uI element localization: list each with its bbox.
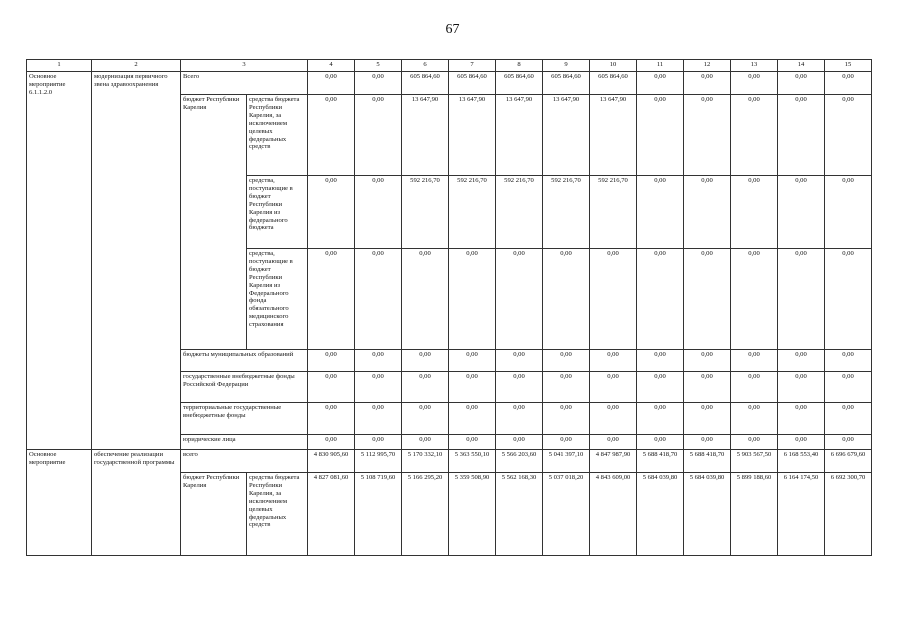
value-cell-col6: 0,00	[402, 372, 449, 403]
column-header-5: 5	[355, 60, 402, 72]
value-cell-col15: 0,00	[825, 249, 872, 350]
group2-total-label: всего	[181, 450, 308, 473]
value-cell-col10: 13 647,90	[590, 95, 637, 176]
value-cell-col9: 0,00	[543, 435, 590, 450]
value-cell-col5: 0,00	[355, 435, 402, 450]
value-cell-col5: 0,00	[355, 350, 402, 372]
value-cell-col12: 0,00	[684, 95, 731, 176]
value-cell-col13: 0,00	[731, 72, 778, 95]
value-cell-col7: 5 363 550,10	[449, 450, 496, 473]
group1-other-label: территориальные государственные внебюджетные фонды	[181, 403, 308, 435]
value-cell-col9: 0,00	[543, 350, 590, 372]
value-cell-col7: 0,00	[449, 350, 496, 372]
value-cell-col9: 13 647,90	[543, 95, 590, 176]
group1-other-label: государственные внебюджетные фонды Российской Федерации	[181, 372, 308, 403]
group1-total-row	[27, 72, 872, 95]
column-header-7: 7	[449, 60, 496, 72]
value-cell-col4: 0,00	[308, 95, 355, 176]
value-cell-col4: 0,00	[308, 176, 355, 249]
value-cell-col8: 0,00	[496, 435, 543, 450]
value-cell-col10: 605 864,60	[590, 72, 637, 95]
value-cell-col13: 0,00	[731, 372, 778, 403]
value-cell-col15: 0,00	[825, 72, 872, 95]
value-cell-col4: 0,00	[308, 72, 355, 95]
value-cell-col13: 5 903 567,50	[731, 450, 778, 473]
value-cell-col5: 0,00	[355, 249, 402, 350]
value-cell-col7: 605 864,60	[449, 72, 496, 95]
value-cell-col14: 0,00	[778, 403, 825, 435]
value-cell-col4: 0,00	[308, 403, 355, 435]
group1-source-label: средства бюджета Республики Карелия, за исключением целевых федеральных средств	[247, 95, 308, 176]
value-cell-col6: 605 864,60	[402, 72, 449, 95]
value-cell-col12: 0,00	[684, 435, 731, 450]
column-header-4: 4	[308, 60, 355, 72]
value-cell-col14: 0,00	[778, 372, 825, 403]
value-cell-col15: 6 692 300,70	[825, 473, 872, 556]
column-header-1: 1	[27, 60, 92, 72]
value-cell-col6: 0,00	[402, 435, 449, 450]
value-cell-col14: 0,00	[778, 435, 825, 450]
value-cell-col12: 0,00	[684, 176, 731, 249]
value-cell-col9: 0,00	[543, 372, 590, 403]
group1-other-label: юридические лица	[181, 435, 308, 450]
group1-code: Основное мероприятие 6.1.1.2.0	[27, 72, 92, 450]
group1-budget-label: бюджет Республики Карелия	[181, 95, 247, 350]
value-cell-col9: 0,00	[543, 249, 590, 350]
value-cell-col15: 0,00	[825, 403, 872, 435]
value-cell-col11: 0,00	[637, 372, 684, 403]
value-cell-col10: 592 216,70	[590, 176, 637, 249]
value-cell-col6: 0,00	[402, 350, 449, 372]
value-cell-col4: 0,00	[308, 249, 355, 350]
value-cell-col7: 13 647,90	[449, 95, 496, 176]
value-cell-col14: 0,00	[778, 95, 825, 176]
group1-source-label: средства, поступающие в бюджет Республики Карелия из федерального бюджета	[247, 176, 308, 249]
value-cell-col13: 0,00	[731, 435, 778, 450]
value-cell-col9: 605 864,60	[543, 72, 590, 95]
value-cell-col11: 5 688 418,70	[637, 450, 684, 473]
value-cell-col7: 0,00	[449, 249, 496, 350]
value-cell-col11: 5 684 039,80	[637, 473, 684, 556]
value-cell-col13: 0,00	[731, 176, 778, 249]
value-cell-col9: 5 037 018,20	[543, 473, 590, 556]
group1-name: модернизация первичного звена здравоохранения	[92, 72, 181, 450]
group2-code: Основное мероприятие	[27, 450, 92, 556]
value-cell-col4: 4 827 081,60	[308, 473, 355, 556]
value-cell-col5: 0,00	[355, 72, 402, 95]
value-cell-col7: 0,00	[449, 372, 496, 403]
group1-other-label: бюджеты муниципальных образований	[181, 350, 308, 372]
value-cell-col9: 592 216,70	[543, 176, 590, 249]
value-cell-col14: 0,00	[778, 176, 825, 249]
value-cell-col13: 0,00	[731, 95, 778, 176]
value-cell-col6: 5 170 332,10	[402, 450, 449, 473]
value-cell-col10: 4 843 609,00	[590, 473, 637, 556]
value-cell-col7: 0,00	[449, 435, 496, 450]
value-cell-col14: 6 168 553,40	[778, 450, 825, 473]
column-header-9: 9	[543, 60, 590, 72]
value-cell-col8: 5 566 203,60	[496, 450, 543, 473]
value-cell-col13: 0,00	[731, 249, 778, 350]
value-cell-col7: 0,00	[449, 403, 496, 435]
column-header-13: 13	[731, 60, 778, 72]
value-cell-col12: 0,00	[684, 72, 731, 95]
value-cell-col12: 0,00	[684, 372, 731, 403]
value-cell-col8: 0,00	[496, 403, 543, 435]
value-cell-col10: 0,00	[590, 372, 637, 403]
value-cell-col14: 0,00	[778, 249, 825, 350]
value-cell-col6: 5 166 295,20	[402, 473, 449, 556]
value-cell-col13: 0,00	[731, 403, 778, 435]
value-cell-col15: 0,00	[825, 176, 872, 249]
value-cell-col11: 0,00	[637, 72, 684, 95]
value-cell-col15: 0,00	[825, 95, 872, 176]
group1-total-label: Всего	[181, 72, 308, 95]
column-header-3: 3	[181, 60, 308, 72]
column-header-15: 15	[825, 60, 872, 72]
value-cell-col13: 0,00	[731, 350, 778, 372]
value-cell-col10: 0,00	[590, 403, 637, 435]
value-cell-col15: 6 696 679,60	[825, 450, 872, 473]
value-cell-col12: 5 684 039,80	[684, 473, 731, 556]
value-cell-col8: 605 864,60	[496, 72, 543, 95]
column-header-6: 6	[402, 60, 449, 72]
value-cell-col10: 0,00	[590, 249, 637, 350]
value-cell-col5: 0,00	[355, 176, 402, 249]
budget-table	[26, 59, 872, 556]
header-row	[27, 60, 872, 72]
value-cell-col15: 0,00	[825, 372, 872, 403]
value-cell-col8: 0,00	[496, 372, 543, 403]
value-cell-col7: 5 359 508,90	[449, 473, 496, 556]
group2-total-row	[27, 450, 872, 473]
value-cell-col6: 0,00	[402, 403, 449, 435]
value-cell-col5: 0,00	[355, 95, 402, 176]
value-cell-col10: 4 847 987,90	[590, 450, 637, 473]
value-cell-col5: 5 112 995,70	[355, 450, 402, 473]
value-cell-col11: 0,00	[637, 435, 684, 450]
value-cell-col11: 0,00	[637, 249, 684, 350]
value-cell-col5: 5 108 719,60	[355, 473, 402, 556]
value-cell-col5: 0,00	[355, 372, 402, 403]
group1-source-label: средства, поступающие в бюджет Республики Карелия из Федерального фонда обязательного медицинского страхования	[247, 249, 308, 350]
value-cell-col4: 0,00	[308, 350, 355, 372]
value-cell-col8: 13 647,90	[496, 95, 543, 176]
value-cell-col4: 0,00	[308, 435, 355, 450]
value-cell-col15: 0,00	[825, 435, 872, 450]
value-cell-col11: 0,00	[637, 176, 684, 249]
value-cell-col8: 0,00	[496, 249, 543, 350]
value-cell-col6: 592 216,70	[402, 176, 449, 249]
value-cell-col12: 0,00	[684, 350, 731, 372]
value-cell-col12: 0,00	[684, 249, 731, 350]
value-cell-col14: 0,00	[778, 350, 825, 372]
value-cell-col9: 0,00	[543, 403, 590, 435]
column-header-2: 2	[92, 60, 181, 72]
value-cell-col11: 0,00	[637, 350, 684, 372]
value-cell-col14: 0,00	[778, 72, 825, 95]
group2-source-label: средства бюджета Республики Карелия, за исключением целевых федеральных средств	[247, 473, 308, 556]
group2-name: обеспечение реализации государственной программы	[92, 450, 181, 556]
column-header-8: 8	[496, 60, 543, 72]
group2-budget-label: бюджет Республики Карелия	[181, 473, 247, 556]
value-cell-col11: 0,00	[637, 95, 684, 176]
value-cell-col6: 0,00	[402, 249, 449, 350]
value-cell-col15: 0,00	[825, 350, 872, 372]
value-cell-col7: 592 216,70	[449, 176, 496, 249]
value-cell-col12: 0,00	[684, 403, 731, 435]
value-cell-col10: 0,00	[590, 435, 637, 450]
value-cell-col10: 0,00	[590, 350, 637, 372]
value-cell-col14: 6 164 174,50	[778, 473, 825, 556]
column-header-12: 12	[684, 60, 731, 72]
value-cell-col8: 0,00	[496, 350, 543, 372]
column-header-11: 11	[637, 60, 684, 72]
page-number: 67	[445, 22, 460, 37]
value-cell-col4: 0,00	[308, 372, 355, 403]
column-header-10: 10	[590, 60, 637, 72]
value-cell-col8: 5 562 168,30	[496, 473, 543, 556]
value-cell-col8: 592 216,70	[496, 176, 543, 249]
value-cell-col9: 5 041 397,10	[543, 450, 590, 473]
value-cell-col4: 4 830 905,60	[308, 450, 355, 473]
value-cell-col5: 0,00	[355, 403, 402, 435]
value-cell-col6: 13 647,90	[402, 95, 449, 176]
value-cell-col12: 5 688 418,70	[684, 450, 731, 473]
column-header-14: 14	[778, 60, 825, 72]
value-cell-col11: 0,00	[637, 403, 684, 435]
value-cell-col13: 5 899 188,60	[731, 473, 778, 556]
